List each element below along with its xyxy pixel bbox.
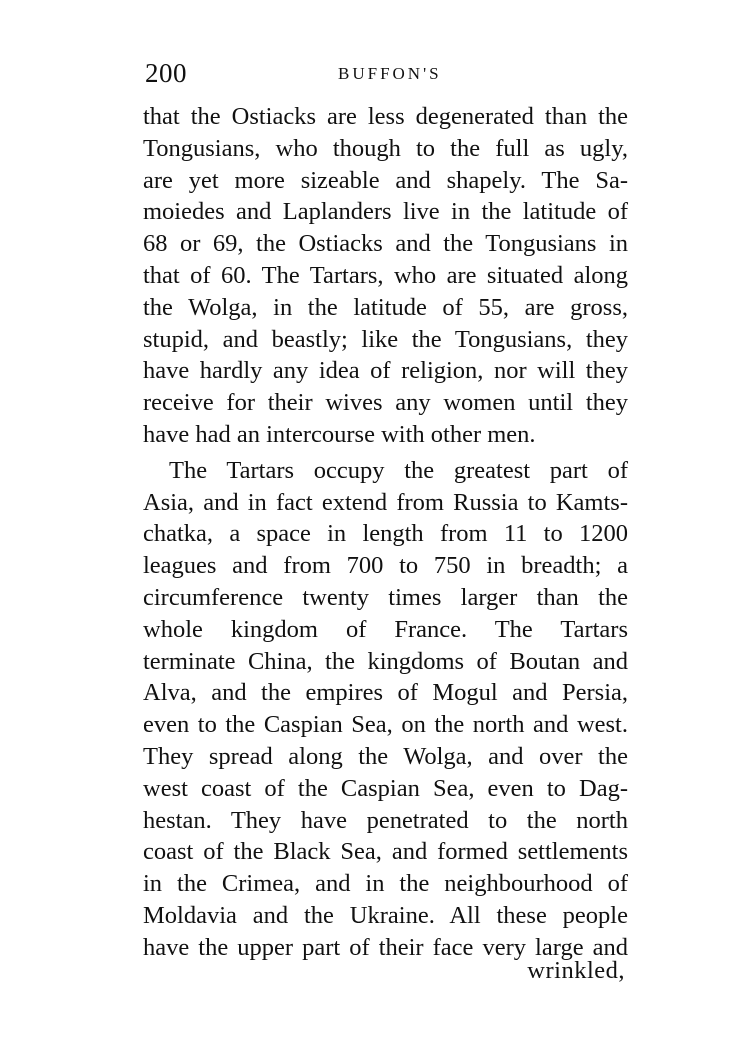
page-number: 200 [145,58,187,88]
text-line: whole kingdom of France. The Tartars [143,615,628,643]
running-head: BUFFON'S [338,64,442,83]
text-line: that of 60. The Tartars, who are situated along [143,261,628,289]
page-header [143,58,623,98]
text-line: that the Ostiacks are less degenerated than the [143,103,628,130]
text-line: 68 or 69, the Ostiacks and the Tongusians in [143,230,628,258]
catchword: wrinkled, [527,957,625,984]
text-line: receive for their wives any women until they [143,389,628,417]
text-line: west coast of the Caspian Sea, even to Dag- [143,774,628,802]
text-line: Tongusians, who though to the full as ugly, [143,134,628,162]
body-text [143,101,628,964]
text-line: chatka, a space in length from 11 to 1200 [143,520,628,548]
text-line: They spread along the Wolga, and over the [143,742,628,770]
text-line: in the Crimea, and in the neighbourhood of [143,870,628,898]
text-line: leagues and from 700 to 750 in breadth; a [143,552,628,580]
text-line: hestan. They have penetrated to the north [143,806,628,834]
text-line: have had an intercourse with other men. [143,420,536,448]
text-line: Moldavia and the Ukraine. All these people [143,901,628,929]
paragraph [143,455,628,964]
text-line: have hardly any idea of religion, nor will they [143,357,628,385]
text-line: stupid, and beastly; like the Tongusians, they [143,325,628,353]
text-line: The Tartars occupy the greatest part of [169,456,628,484]
text-line: coast of the Black Sea, and formed settlements [143,838,628,866]
text-line: even to the Caspian Sea, on the north and west. [143,711,628,739]
text-line: moiedes and Laplanders live in the latitude of [143,198,628,226]
text-line: terminate China, the kingdoms of Boutan and [143,647,628,675]
text-line: Asia, and in fact extend from Russia to Kamts- [143,488,628,516]
text-line: are yet more sizeable and shapely. The Sa- [143,166,628,194]
text-line: Alva, and the empires of Mogul and Persia, [143,679,628,707]
paragraph [143,101,628,451]
text-line: have the upper part of their face very large and [143,933,628,961]
text-line: circumference twenty times larger than the [143,583,628,611]
text-line: the Wolga, in the latitude of 55, are gross, [143,293,628,321]
